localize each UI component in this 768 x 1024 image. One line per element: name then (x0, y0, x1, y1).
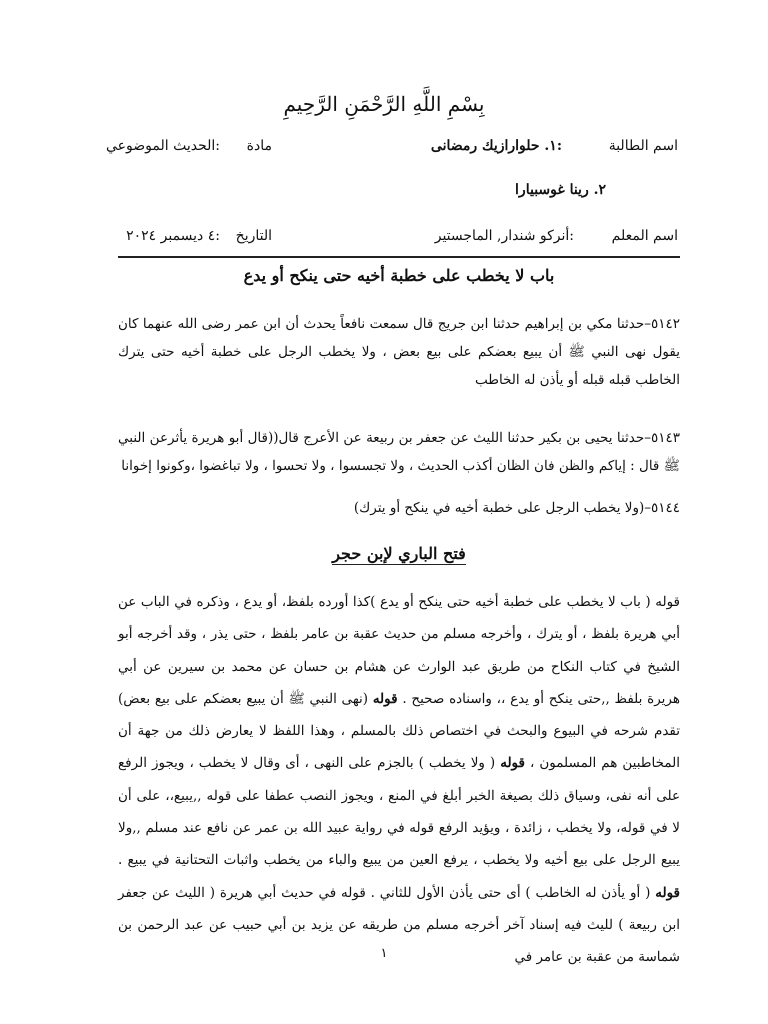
commentary-keyword: قوله (372, 690, 398, 707)
commentary-text-3: ( ولا يخطب ) بالجزم على النهى ، أى وقال لا يخطب ، ويجوز الرفع على أنه نفى، وسياق ذلك بصيغة الخبر أبلغ في المنع ، ويجوز النصب عطفا على قوله ,,يبيع،، على أن لا في قوله، ولا يخطب ، زائدة ، ويؤيد الرفع قوله في رواية عبيد الله بن عمر عن نافع عند مسلم ,,ولا يبيع الرجل على بيع أخيه ولا يخطب ، يرفع العين من يبيع والباء من يخطب واثبات التحتانية في يبيع . (118, 755, 680, 869)
date-value: :٤ ديسمبر ٢٠٢٤ (126, 228, 220, 244)
commentary-keyword: قوله (500, 755, 525, 772)
student-name-2: ٢. رينا غوسبيارا (515, 182, 606, 198)
commentary-text-1: قوله ( باب لا يخطب على خطبة أخيه حتى ينكح أو يدع )كذا أورده بلفظ، أو يدع ، وذكره في الباب عن أبي هريرة بلفظ ، أو يترك ، وأخرجه مسلم من حديث عقبة بن عامر بلفظ ، حتى يذر ، وقد أخرجه أبو الشيخ في كتاب النكاح من طريق عبد الوارث عن هشام بن حسان عن محمد بن سيرين عن أبي هريرة بلفظ ,,حتى ينكح أو يدع ،، واسناده صحيح . (118, 594, 681, 707)
subject-value: :الحديث الموضوعي (106, 138, 220, 154)
header-divider (118, 256, 680, 258)
commentary-keyword: قوله (655, 884, 680, 901)
hadith-5144: ٥١٤٤–(ولا يخطب الرجل على خطبة أخيه في ينكح أو يترك) (353, 500, 680, 516)
commentary-text-4: ( أو يأذن له الخاطب ) أى حتى يأذن الأول للثاني . قوله في حديث أبي هريرة ( الليث عن جعفر ابن ربيعة ) لليث فيه إسناد آخر أخرجه مسلم من طريقه عن يزيد بن أبي حبيب عن عبد الرحمن بن شماسة من عقبة بن عامر في (118, 884, 680, 966)
page-number: ١ (380, 946, 388, 961)
hadith-5143: ٥١٤٣–حدثنا يحيى بن بكير حدثنا الليث عن جعفر بن ربيعة عن الأعرج قال((قال أبو هريرة يأثرعن النبي ﷺ قال : إياكم والظن فان الظان أكذب الحديث ، ولا تجسسوا ، ولا تحسوا ، ولا تباغضوا ،وكونوا إخوانا (118, 430, 680, 474)
date-label: التاريخ (235, 228, 272, 244)
commentary-title-text: فتح الباري لإبن حجر (332, 544, 466, 563)
student-name-1: :١. حلوارازيك رمضانى (430, 138, 562, 154)
student-label: اسم الطالبة (608, 138, 678, 154)
hadith-5142: ٥١٤٢–حدثنا مكي بن إبراهيم حدثنا ابن جريج قال سمعت نافعاً يحدث أن ابن عمر رضى الله عنهما كان يقول نهى النبي ﷺ أن يبيع بعضكم على بيع بعض ، ولا يخطب الرجل على خطبة أخيه حتى يترك الخاطب قبله قبله أو يأذن له الخاطب (118, 316, 680, 388)
teacher-label: اسم المعلم (611, 228, 678, 244)
subject-label: مادة (246, 138, 272, 154)
commentary-body (118, 586, 680, 974)
teacher-name: :أنركو شندار, الماجستير (434, 228, 574, 244)
commentary-text-2: (نهى النبي ﷺ أن يبيع بعضكم على بيع بعض) تقدم شرحه في البيوع والبحث في اختصاص ذلك بالمسلم ، وهذا اللفظ لا يعارض ذلك من جهة أن المخاطبين هم المسلمون ، (118, 690, 681, 772)
commentary-title (118, 544, 680, 563)
chapter-title: باب لا يخطب على خطبة أخيه حتى ينكح أو يدع (243, 266, 555, 285)
basmala-calligraphy: بِسْمِ اللَّهِ الرَّحْمَنِ الرَّحِيمِ (283, 92, 485, 116)
